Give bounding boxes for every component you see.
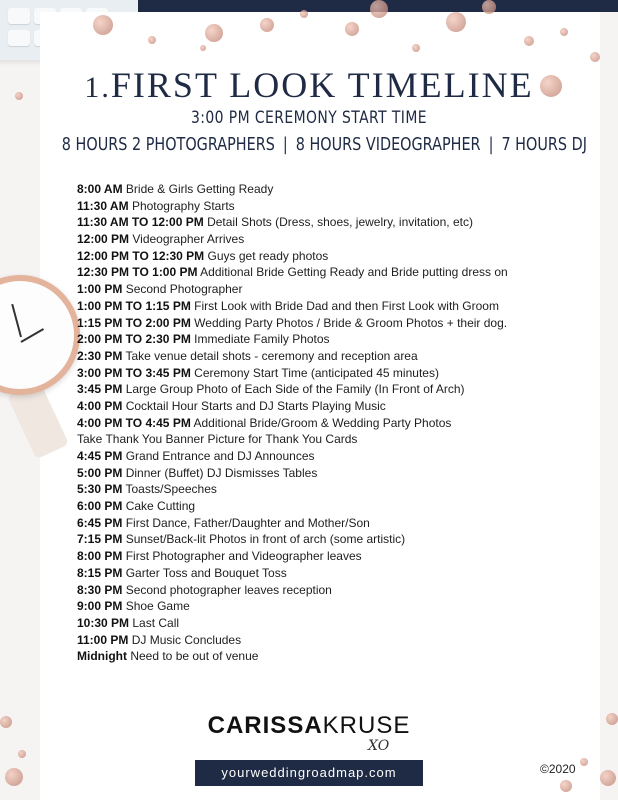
timeline-row xyxy=(77,298,597,315)
confetti-dot xyxy=(200,45,206,51)
timeline-row xyxy=(77,481,597,498)
timeline-description: First Photographer and Videographer leaves xyxy=(125,549,362,564)
timeline-row xyxy=(77,214,597,231)
separator: | xyxy=(282,134,288,155)
timeline-time: 2:30 PM xyxy=(77,348,123,363)
confetti-dot xyxy=(205,24,223,42)
timeline-description: Ceremony Start Time (anticipated 45 minutes) xyxy=(194,365,439,380)
timeline-row xyxy=(77,398,597,415)
timeline-time: 6:45 PM xyxy=(77,515,123,530)
timeline-description: Dinner (Buffet) DJ Dismisses Tables xyxy=(125,465,318,480)
confetti-dot xyxy=(482,0,496,14)
timeline-time: 11:00 PM xyxy=(77,632,129,647)
timeline-time: 8:15 PM xyxy=(77,565,123,580)
title-number: 1. xyxy=(84,71,111,104)
timeline-row xyxy=(77,415,597,432)
timeline-row xyxy=(77,381,597,398)
timeline-time: 3:00 PM TO 3:45 PM xyxy=(77,365,191,380)
timeline-time: 10:30 PM xyxy=(77,615,130,630)
timeline-description: Take venue detail shots - ceremony and reception area xyxy=(125,348,418,363)
timeline-time: 8:00 AM xyxy=(77,182,123,196)
timeline-row xyxy=(77,315,597,332)
confetti-dot xyxy=(370,0,388,18)
confetti-dot xyxy=(18,750,26,758)
timeline-row xyxy=(77,632,597,649)
confetti-dot xyxy=(524,36,534,46)
timeline-description: First Look with Bride Dad and then First Look with Groom xyxy=(194,298,499,313)
timeline-time: 2:00 PM TO 2:30 PM xyxy=(77,332,191,347)
timeline-description: Cake Cutting xyxy=(125,499,196,514)
timeline-row xyxy=(77,331,597,348)
page-title xyxy=(0,64,618,106)
timeline-row xyxy=(77,615,597,632)
timeline-description: Large Group Photo of Each Side of the Family (In Front of Arch) xyxy=(125,382,465,397)
timeline-row xyxy=(77,231,597,248)
timeline-time: 8:00 PM xyxy=(77,549,123,564)
timeline-description: Take Thank You Banner Picture for Thank You Cards xyxy=(77,432,358,447)
confetti-dot xyxy=(580,758,588,766)
timeline-time: 6:00 PM xyxy=(77,499,123,514)
timeline-description: Detail Shots (Dress, shoes, jewelry, invitation, etc) xyxy=(207,215,473,230)
timeline-description: Garter Toss and Bouquet Toss xyxy=(125,565,287,580)
timeline-row xyxy=(77,448,597,465)
timeline-time: 5:30 PM xyxy=(77,482,123,497)
confetti-dot xyxy=(260,18,274,32)
title-text: FIRST LOOK TIMELINE xyxy=(110,65,534,105)
timeline-time: Midnight xyxy=(77,649,127,664)
timeline-row xyxy=(77,348,597,365)
timeline-time: 3:45 PM xyxy=(77,382,123,397)
brand-mark: XO xyxy=(368,738,390,754)
timeline-row xyxy=(77,582,597,599)
brand-first-name: CARISSA xyxy=(207,712,323,739)
timeline-time: 11:30 AM xyxy=(77,198,129,213)
timeline-description: Sunset/Back-lit Photos in front of arch (some artistic) xyxy=(125,532,406,547)
timeline-description: Bride & Girls Getting Ready xyxy=(125,182,274,196)
timeline-description: Wedding Party Photos / Bride & Groom Photos + their dog. xyxy=(194,315,508,330)
confetti-dot xyxy=(600,770,616,786)
timeline-description: Shoe Game xyxy=(125,599,190,614)
confetti-dot xyxy=(93,15,113,35)
timeline-description: Videographer Arrives xyxy=(132,232,245,247)
timeline-row xyxy=(77,281,597,298)
separator: | xyxy=(488,134,494,155)
timeline-time: 1:00 PM TO 1:15 PM xyxy=(77,298,191,313)
ceremony-start-subtitle: 3:00 PM CEREMONY START TIME xyxy=(191,108,427,128)
timeline-description: Last Call xyxy=(132,615,180,630)
brand-logo xyxy=(0,712,618,754)
timeline-description: Need to be out of venue xyxy=(130,649,259,664)
timeline-row xyxy=(77,431,597,448)
confetti-dot xyxy=(590,52,600,62)
timeline-row xyxy=(77,598,597,615)
timeline-time: 4:00 PM TO 4:45 PM xyxy=(77,415,191,430)
timeline-row xyxy=(77,248,597,265)
confetti-dot xyxy=(148,36,156,44)
timeline-row xyxy=(77,515,597,532)
timeline-row xyxy=(77,565,597,582)
timeline-description: DJ Music Concludes xyxy=(131,632,242,647)
timeline-row xyxy=(77,198,597,215)
timeline-description: First Dance, Father/Daughter and Mother/Son xyxy=(125,515,370,530)
timeline-time: 1:00 PM xyxy=(77,282,123,297)
timeline-description: Immediate Family Photos xyxy=(194,332,330,347)
timeline-time: 4:00 PM xyxy=(77,398,123,413)
timeline-description: Grand Entrance and DJ Announces xyxy=(125,449,315,463)
photography-hours: 8 HOURS 2 PHOTOGRAPHERS xyxy=(61,134,275,155)
confetti-dot xyxy=(5,768,23,786)
confetti-dot xyxy=(412,44,420,52)
timeline-time: 9:00 PM xyxy=(77,599,123,614)
timeline-row xyxy=(77,648,597,665)
timeline-description: Photography Starts xyxy=(131,198,235,213)
timeline-row xyxy=(77,181,597,198)
dj-hours: 7 HOURS DJ xyxy=(501,134,587,155)
confetti-dot xyxy=(345,22,359,36)
timeline-time: 4:45 PM xyxy=(77,449,123,463)
timeline-description: Second Photographer xyxy=(125,282,243,297)
timeline-row xyxy=(77,264,597,281)
timeline-time: 1:15 PM TO 2:00 PM xyxy=(77,315,191,330)
timeline-description: Second photographer leaves reception xyxy=(125,582,332,597)
timeline-row xyxy=(77,548,597,565)
timeline-description: Additional Bride/Groom & Wedding Party Photos xyxy=(193,415,452,430)
confetti-dot xyxy=(560,780,572,792)
timeline-row xyxy=(77,531,597,548)
timeline-row xyxy=(77,465,597,482)
timeline-time: 12:30 PM TO 1:00 PM xyxy=(77,265,198,280)
timeline-row xyxy=(77,498,597,515)
brand-last-name: KRUSE xyxy=(322,712,411,739)
confetti-dot xyxy=(560,28,568,36)
timeline-description: Toasts/Speeches xyxy=(125,482,217,497)
timeline-description: Additional Bride Getting Ready and Bride putting dress on xyxy=(200,265,508,280)
timeline-description: Guys get ready photos xyxy=(207,248,329,263)
timeline-list xyxy=(77,181,597,665)
timeline-time: 5:00 PM xyxy=(77,465,123,480)
copyright: ©2020 xyxy=(540,762,576,776)
timeline-time: 8:30 PM xyxy=(77,582,123,597)
confetti-dot xyxy=(446,12,466,32)
timeline-time: 12:00 PM xyxy=(77,232,130,247)
website-link[interactable]: yourweddingroadmap.com xyxy=(195,760,423,786)
vendor-hours-line xyxy=(61,134,587,155)
confetti-dot xyxy=(300,10,308,18)
timeline-description: Cocktail Hour Starts and DJ Starts Playing Music xyxy=(125,398,386,413)
timeline-time: 12:00 PM TO 12:30 PM xyxy=(77,248,205,263)
videography-hours: 8 HOURS VIDEOGRAPHER xyxy=(295,134,481,155)
timeline-time: 11:30 AM TO 12:00 PM xyxy=(77,215,204,230)
timeline-row xyxy=(77,365,597,382)
timeline-time: 7:15 PM xyxy=(77,532,123,547)
